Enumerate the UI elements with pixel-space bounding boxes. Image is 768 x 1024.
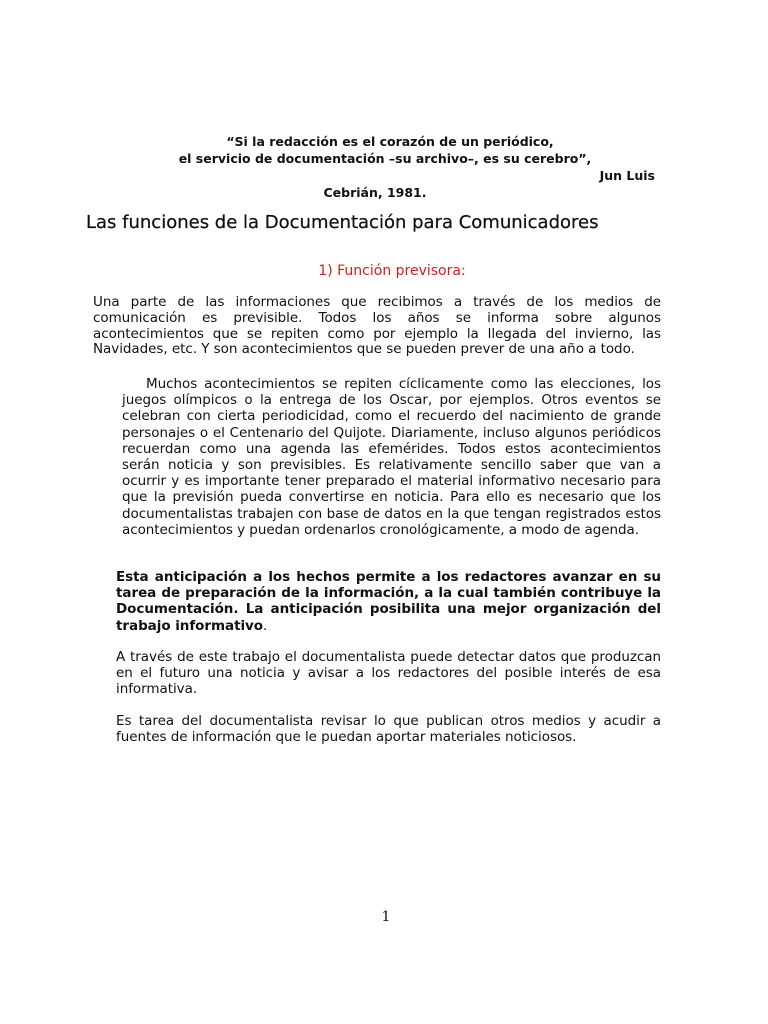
epigraph-line-2: el servicio de documentación –su archivo–, es su cerebro”, [178, 151, 592, 166]
epigraph-line-4: Cebrián, 1981. [323, 185, 427, 200]
page-number: 1 [381, 909, 391, 925]
document-title: Las funciones de la Documentación para Comunicadores [86, 212, 599, 233]
epigraph-quote [90, 133, 680, 201]
epigraph-line-3: Jun Luis [599, 168, 655, 183]
section-heading: 1) Función previsora: [318, 263, 466, 279]
paragraph-4: A través de este trabajo el documentalista puede detectar datos que produzcan en el futuro una noticia y avisar a los redactores del posible interés de esa informativa. [116, 649, 661, 697]
paragraph-1: Una parte de las informaciones que recibimos a través de los medios de comunicación es previsible. Todos los años se informa sobre algunos acontecimientos que se repiten como por ejemplo la llegada del invierno, las Navidades, etc. Y son acontecimientos que se pueden prever de una año a todo. [93, 294, 661, 358]
paragraph-3-period: . [263, 617, 268, 634]
paragraph-5: Es tarea del documentalista revisar lo que publican otros medios y acudir a fuentes de información que le puedan aportar materiales noticiosos. [116, 713, 661, 745]
paragraph-3-text: Esta anticipación a los hechos permite a los redactores avanzar en su tarea de preparación de la información, a la cual también contribuye la Documentación. La anticipación posibilita una mejor organización del trabajo informativo [116, 569, 661, 634]
paragraph-2: Muchos acontecimientos se repiten cíclicamente como las elecciones, los juegos olímpicos o la entrega de los Oscar, por ejemplos. Otros eventos se celebran con cierta periodicidad, como el recuerdo del nacimiento de grande personajes o el Centenario del Quijote. Diariamente, incluso algunos periódicos recuerdan como una agenda las efemérides. Todos estos acontecimientos serán noticia y son previsibles. Es relativamente sencillo saber que van a ocurrir y es importante tener preparado el material informativo necesario para que la previsión pueda convertirse en noticia. Para ello es necesario que los documentalistas trabajen con base de datos en la que tengan registrados estos acontecimientos y puedan ordenarlos cronológicamente, a modo de agenda. [122, 376, 661, 538]
epigraph-line-1: “Si la redacción es el corazón de un periódico, [226, 134, 554, 149]
paragraph-3-bold [116, 569, 661, 634]
